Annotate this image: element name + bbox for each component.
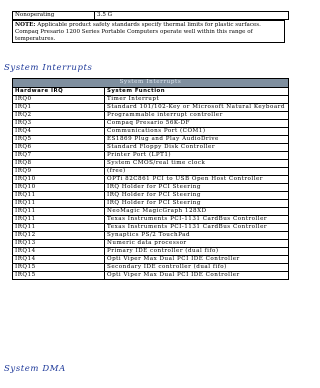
table-row (13, 160, 289, 168)
table-row (13, 144, 289, 152)
irq-cell: IRQ4 (13, 128, 105, 136)
table-row (13, 112, 289, 120)
table-row (13, 192, 289, 200)
header-system-function: System Function (105, 88, 289, 96)
table-row (13, 256, 289, 264)
row-value: 3.5 G (95, 12, 289, 20)
function-cell: Standard 101/102-Key or Microsoft Natural Keyboard (105, 104, 289, 112)
section-title-interrupts: System Interrupts (4, 63, 93, 73)
table-caption: System Interrupts (13, 79, 289, 88)
irq-cell: IRQ10 (13, 184, 105, 192)
irq-cell: IRQ11 (13, 216, 105, 224)
function-cell: IRQ Holder for PCI Steering (105, 192, 289, 200)
function-cell: System CMOS/real time clock (105, 160, 289, 168)
interrupts-table (12, 78, 289, 280)
thermal-shock-table (12, 11, 289, 20)
note-box (12, 20, 285, 43)
table-row (13, 216, 289, 224)
table-row (13, 104, 289, 112)
interrupts-table-body (13, 79, 289, 280)
irq-cell: IRQ3 (13, 120, 105, 128)
function-cell: Texas Instruments PCI-1131 CardBus Controller (105, 224, 289, 232)
function-cell: Texas Instruments PCI-1131 CardBus Controller (105, 216, 289, 224)
table-row (13, 96, 289, 104)
function-cell: Communications Port (COM1) (105, 128, 289, 136)
irq-cell: IRQ10 (13, 176, 105, 184)
table-row (13, 184, 289, 192)
note-prefix: NOTE: (15, 22, 36, 28)
function-cell: Opti Viper Max Dual PCI IDE Controller (105, 256, 289, 264)
irq-cell: IRQ13 (13, 240, 105, 248)
header-hardware-irq: Hardware IRQ (13, 88, 105, 96)
function-cell: Standard Floppy Disk Controller (105, 144, 289, 152)
irq-cell: IRQ1 (13, 104, 105, 112)
irq-cell: IRQ12 (13, 232, 105, 240)
table-row (13, 248, 289, 256)
irq-cell: IRQ9 (13, 168, 105, 176)
note-text: Applicable product safety standards specify thermal limits for plastic surfaces. Compaq Presario 1200 Series Portable Computers operate well within this range of temperatures. (15, 22, 261, 42)
function-cell: (free) (105, 168, 289, 176)
table-row (13, 208, 289, 216)
function-cell: Programmable interrupt controller (105, 112, 289, 120)
irq-cell: IRQ15 (13, 272, 105, 280)
table-row (13, 136, 289, 144)
function-cell: Compaq Presario 56K-DF (105, 120, 289, 128)
table-caption-row (13, 79, 289, 88)
irq-cell: IRQ11 (13, 192, 105, 200)
function-cell: ES1869 Plug and Play AudioDrive (105, 136, 289, 144)
irq-cell: IRQ11 (13, 200, 105, 208)
irq-cell: IRQ6 (13, 144, 105, 152)
table-row (13, 272, 289, 280)
irq-cell: IRQ14 (13, 256, 105, 264)
table-header-row (13, 88, 289, 96)
function-cell: Synaptics PS/2 TouchPad (105, 232, 289, 240)
function-cell: IRQ Holder for PCI Steering (105, 200, 289, 208)
section-title-dma: System DMA (4, 364, 66, 374)
irq-cell: IRQ0 (13, 96, 105, 104)
function-cell: Primary IDE controller (dual fifo) (105, 248, 289, 256)
function-cell: Timer Interrupt (105, 96, 289, 104)
function-cell: OPTi 82C861 PCI to USB Open Host Controller (105, 176, 289, 184)
irq-cell: IRQ11 (13, 208, 105, 216)
row-label: Nonoperating (13, 12, 95, 20)
irq-cell: IRQ7 (13, 152, 105, 160)
table-row (13, 240, 289, 248)
irq-cell: IRQ2 (13, 112, 105, 120)
function-cell: IRQ Holder for PCI Steering (105, 184, 289, 192)
table-row (13, 200, 289, 208)
table-row (13, 12, 289, 20)
function-cell: Printer Port (LPT1) (105, 152, 289, 160)
irq-cell: IRQ14 (13, 248, 105, 256)
function-cell: Opti Viper Max Dual PCI IDE Controller (105, 272, 289, 280)
table-row (13, 152, 289, 160)
irq-cell: IRQ11 (13, 224, 105, 232)
table-row (13, 232, 289, 240)
table-row (13, 120, 289, 128)
irq-cell: IRQ15 (13, 264, 105, 272)
function-cell: Numeric data processor (105, 240, 289, 248)
table-row (13, 176, 289, 184)
table-row (13, 224, 289, 232)
function-cell: NeoMagic MagicGraph 128XD (105, 208, 289, 216)
table-row (13, 264, 289, 272)
table-row (13, 128, 289, 136)
irq-cell: IRQ5 (13, 136, 105, 144)
irq-cell: IRQ8 (13, 160, 105, 168)
table-row (13, 168, 289, 176)
function-cell: Secondary IDE controller (dual fifo) (105, 264, 289, 272)
